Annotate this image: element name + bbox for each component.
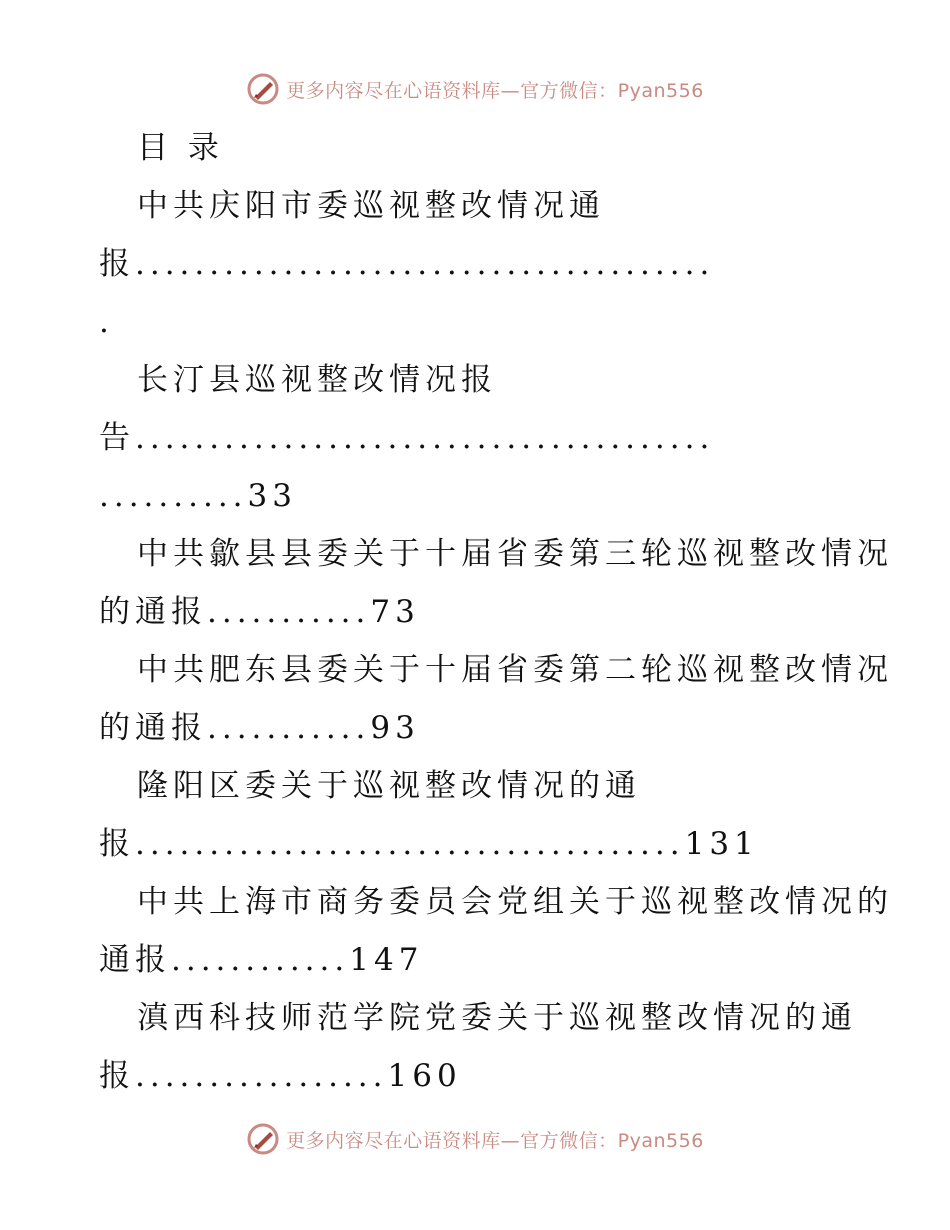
toc-entry-leader: 报.....................................131 [99,826,759,862]
watermark-text: 更多内容尽在心语资料库—官方微信：Pyan556 [286,79,704,102]
toc-entry-title: 中共肥东县委关于十届省委第二轮巡视整改情况 [137,652,893,688]
toc-heading: 目 录 [137,130,224,166]
toc-entry-leader: 告....................................... [99,420,715,456]
toc-entry-title: 滇西科技师范学院党委关于巡视整改情况的通 [137,1000,857,1036]
toc-entry-leader: . [99,304,114,340]
watermark-text: 更多内容尽在心语资料库—官方微信：Pyan556 [286,1129,704,1152]
toc-entry-leader: ..........33 [99,478,297,514]
toc-entry-leader: 通报............147 [99,942,424,978]
toc-entry-title: 中共歙县县委关于十届省委第三轮巡视整改情况 [137,536,893,572]
toc-entry-title: 中共庆阳市委巡视整改情况通 [137,188,605,224]
pen-logo-icon [246,72,280,106]
pen-logo-icon [246,1122,280,1156]
toc-entry-title: 长汀县巡视整改情况报 [137,362,497,398]
toc-entry-leader: 的通报...........93 [99,710,420,746]
toc-entry-leader: 报....................................... [99,246,715,282]
toc-entry-leader: 报.................160 [99,1058,462,1094]
toc-entry-title: 中共上海市商务委员会党组关于巡视整改情况的 [137,884,893,920]
watermark-footer [0,1122,950,1156]
toc-entry-title: 隆阳区委关于巡视整改情况的通 [137,768,641,804]
toc-entry-leader: 的通报...........73 [99,594,420,630]
watermark-header [0,72,950,106]
